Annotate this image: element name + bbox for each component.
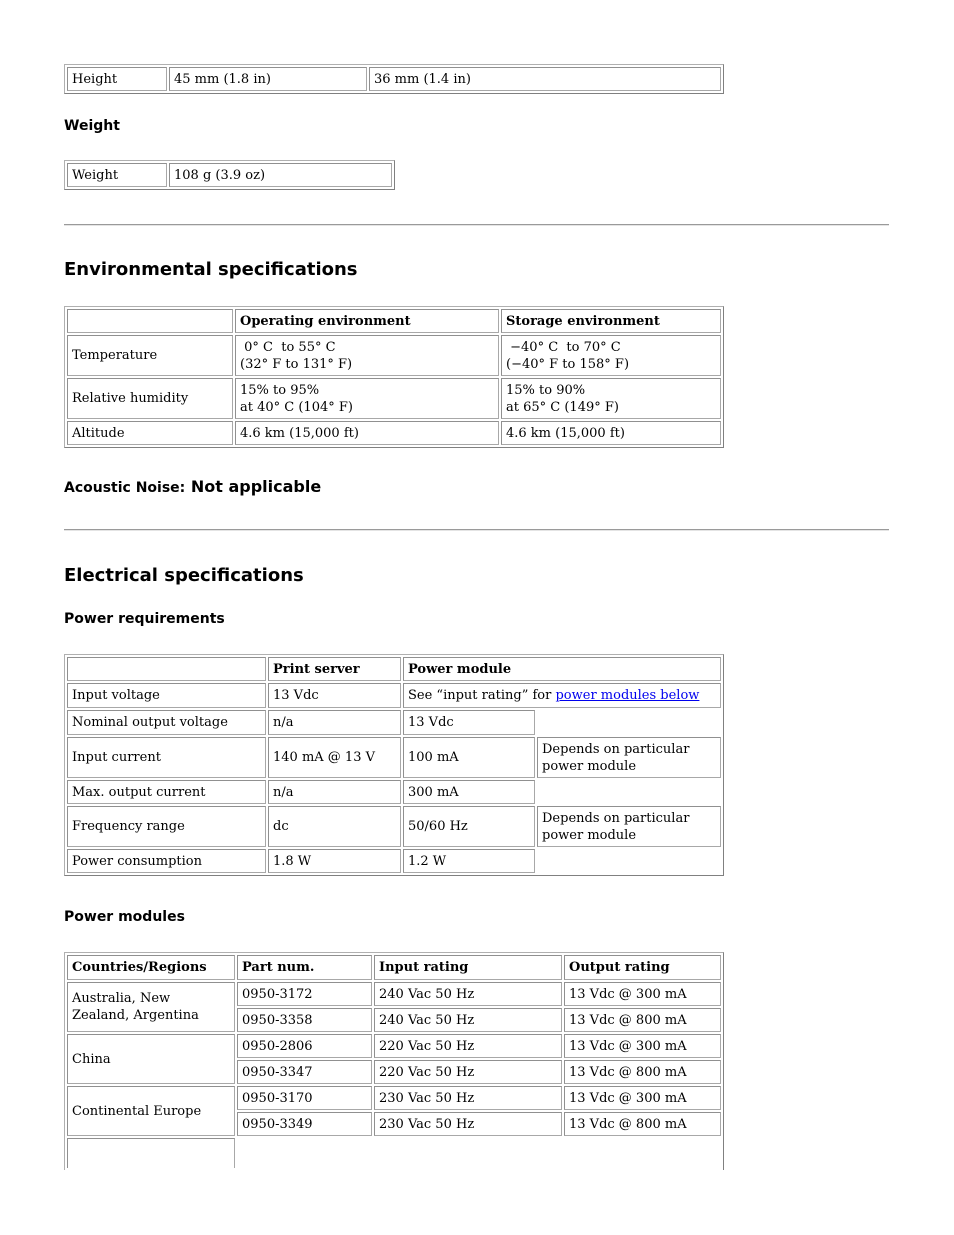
table-row (67, 710, 721, 735)
header-part-num: Part num. (237, 955, 372, 980)
table-row (67, 780, 721, 804)
power-module-note: Depends on particular power module (537, 737, 721, 778)
environmental-table (64, 306, 724, 448)
empty-cell (374, 1138, 562, 1168)
table-row (67, 163, 392, 187)
row-label: Power consumption (67, 849, 266, 873)
table-row (67, 378, 721, 419)
region-cell: Continental Europe (67, 1086, 235, 1136)
part-num: 0950-3347 (237, 1060, 372, 1084)
row-label: Input current (67, 737, 266, 778)
power-module-note: Depends on particular power module (537, 806, 721, 847)
part-num: 0950-2806 (237, 1034, 372, 1058)
row-label: Frequency range (67, 806, 266, 847)
header-output-rating: Output rating (564, 955, 721, 980)
table-row (67, 849, 721, 873)
empty-cell (537, 710, 721, 735)
region-cell: Australia, New Zealand, Argentina (67, 982, 235, 1032)
section-divider (64, 529, 889, 531)
power-module-value: 1.2 W (403, 849, 535, 873)
print-server-value: 1.8 W (268, 849, 401, 873)
part-num: 0950-3358 (237, 1008, 372, 1032)
power-module-value: 300 mA (403, 780, 535, 804)
weight-heading: Weight (64, 118, 120, 134)
row-label: Relative humidity (67, 378, 233, 419)
power-modules-heading: Power modules (64, 909, 185, 925)
print-server-value: 140 mA @ 13 V (268, 737, 401, 778)
weight-label: Weight (67, 163, 167, 187)
operating-value: 15% to 95% at 40° C (104° F) (235, 378, 499, 419)
power-requirements-heading: Power requirements (64, 611, 225, 627)
row-label: Temperature (67, 335, 233, 376)
part-num: 0950-3172 (237, 982, 372, 1006)
height-label: Height (67, 67, 167, 91)
table-header-row (67, 309, 721, 333)
height-value-1: 45 mm (1.8 in) (169, 67, 367, 91)
table-row (67, 1138, 721, 1168)
print-server-value: n/a (268, 710, 401, 735)
input-rating: 220 Vac 50 Hz (374, 1034, 562, 1058)
table-row (67, 683, 721, 708)
environmental-heading: Environmental specifications (64, 259, 358, 280)
empty-cell (537, 849, 721, 873)
acoustic-label: Acoustic Noise: (64, 480, 186, 496)
operating-value: 4.6 km (15,000 ft) (235, 421, 499, 445)
table-row (67, 737, 721, 778)
output-rating: 13 Vdc @ 300 mA (564, 1034, 721, 1058)
empty-cell (537, 780, 721, 804)
acoustic-value: Not applicable (185, 477, 322, 496)
operating-value: 0° C to 55° C (32° F to 131° F) (235, 335, 499, 376)
output-rating: 13 Vdc @ 300 mA (564, 1086, 721, 1110)
header-power-module: Power module (403, 657, 721, 681)
power-module-value: 100 mA (403, 737, 535, 778)
dimensions-height-table (64, 64, 724, 94)
section-divider (64, 224, 889, 226)
storage-value: −40° C to 70° C (−40° F to 158° F) (501, 335, 721, 376)
power-modules-table (64, 952, 724, 1170)
header-blank (67, 309, 233, 333)
acoustic-noise (64, 477, 321, 496)
table-row (67, 1086, 721, 1110)
table-row (67, 806, 721, 847)
power-requirements-table (64, 654, 724, 876)
print-server-value: 13 Vdc (268, 683, 401, 708)
table-row (67, 421, 721, 445)
input-rating: 230 Vac 50 Hz (374, 1112, 562, 1136)
header-storage: Storage environment (501, 309, 721, 333)
input-rating: 240 Vac 50 Hz (374, 1008, 562, 1032)
empty-cell (237, 1138, 372, 1168)
header-countries: Countries/Regions (67, 955, 235, 980)
output-rating: 13 Vdc @ 800 mA (564, 1008, 721, 1032)
power-module-value: 13 Vdc (403, 710, 535, 735)
output-rating: 13 Vdc @ 800 mA (564, 1060, 721, 1084)
output-rating: 13 Vdc @ 800 mA (564, 1112, 721, 1136)
table-row (67, 1034, 721, 1058)
row-label: Input voltage (67, 683, 266, 708)
continued-cell (67, 1138, 235, 1168)
height-value-2: 36 mm (1.4 in) (369, 67, 721, 91)
input-rating: 220 Vac 50 Hz (374, 1060, 562, 1084)
row-label: Max. output current (67, 780, 266, 804)
weight-table (64, 160, 395, 190)
storage-value: 4.6 km (15,000 ft) (501, 421, 721, 445)
empty-cell (564, 1138, 721, 1168)
part-num: 0950-3170 (237, 1086, 372, 1110)
power-module-value: 50/60 Hz (403, 806, 535, 847)
storage-value: 15% to 90% at 65° C (149° F) (501, 378, 721, 419)
row-label: Altitude (67, 421, 233, 445)
table-header-row (67, 955, 721, 980)
region-cell: China (67, 1034, 235, 1084)
input-rating: 230 Vac 50 Hz (374, 1086, 562, 1110)
weight-value: 108 g (3.9 oz) (169, 163, 392, 187)
header-blank (67, 657, 266, 681)
power-modules-link[interactable]: power modules below (555, 688, 700, 703)
table-row (67, 335, 721, 376)
header-input-rating: Input rating (374, 955, 562, 980)
output-rating: 13 Vdc @ 300 mA (564, 982, 721, 1006)
header-print-server: Print server (268, 657, 401, 681)
power-modules-table-wrap (64, 952, 726, 1170)
input-rating: 240 Vac 50 Hz (374, 982, 562, 1006)
table-row (67, 67, 721, 91)
row-label: Nominal output voltage (67, 710, 266, 735)
print-server-value: n/a (268, 780, 401, 804)
power-module-value: See “input rating” for power modules below (403, 683, 721, 708)
part-num: 0950-3349 (237, 1112, 372, 1136)
table-row (67, 982, 721, 1006)
print-server-value: dc (268, 806, 401, 847)
header-operating: Operating environment (235, 309, 499, 333)
electrical-heading: Electrical specifications (64, 565, 304, 586)
table-header-row (67, 657, 721, 681)
